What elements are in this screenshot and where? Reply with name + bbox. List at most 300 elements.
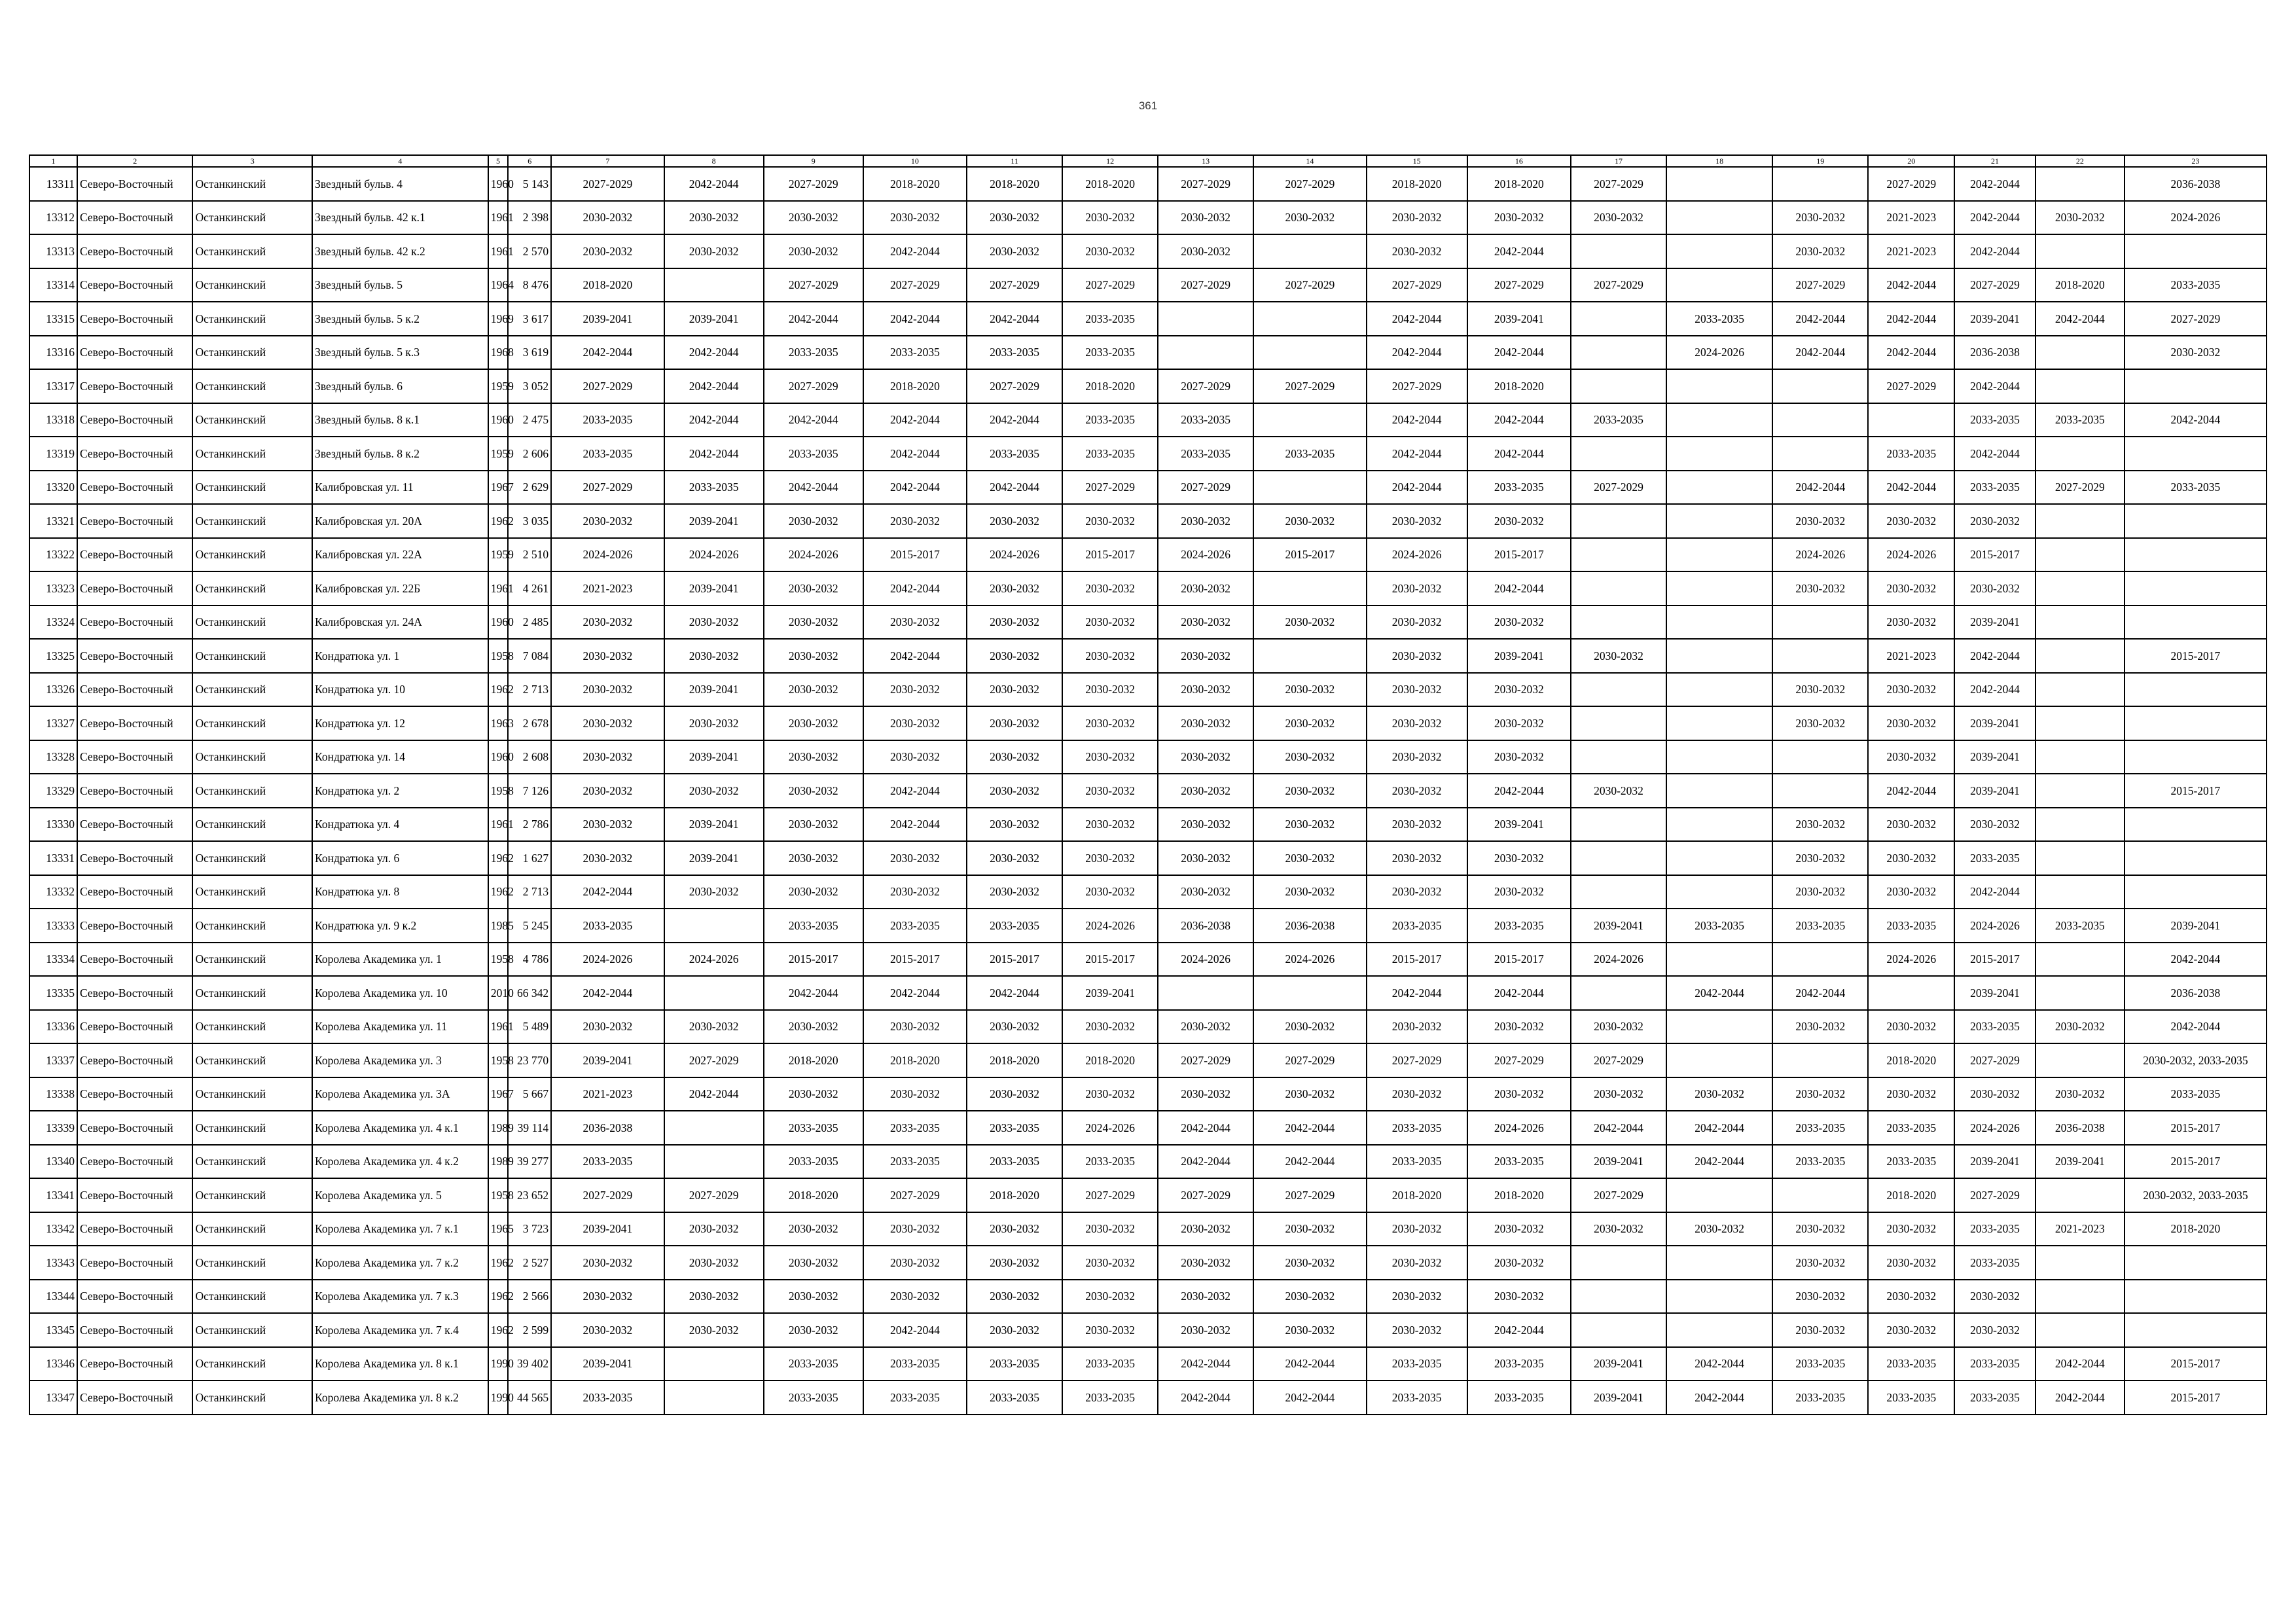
- table-cell-col-22: [2036, 706, 2125, 740]
- table-cell-col-18: [1666, 841, 1772, 875]
- table-cell-col-9: 2030-2032: [764, 504, 863, 538]
- table-cell-col-19: 2030-2032: [1772, 1246, 1868, 1280]
- table-cell-col-4: Королева Академика ул. 3: [312, 1043, 488, 1077]
- table-cell-col-21: 2015-2017: [1954, 538, 2036, 572]
- table-cell-col-20: 2030-2032: [1868, 706, 1954, 740]
- table-cell-col-22: [2036, 774, 2125, 808]
- table-row: [29, 571, 2267, 605]
- table-cell-col-4: Королева Академика ул. 1: [312, 943, 488, 977]
- table-cell-col-10: 2033-2035: [863, 1145, 967, 1179]
- table-row: [29, 639, 2267, 673]
- table-cell-col-8: 2030-2032: [664, 1280, 764, 1314]
- table-row: [29, 673, 2267, 707]
- table-row: [29, 1043, 2267, 1077]
- table-cell-col-20: 2030-2032: [1868, 841, 1954, 875]
- table-cell-col-15: 2033-2035: [1367, 909, 1467, 943]
- table-cell-col-14: 2030-2032: [1253, 1077, 1366, 1111]
- table-cell-col-5: 1961: [488, 808, 508, 842]
- table-cell-col-12: 2030-2032: [1062, 808, 1158, 842]
- page-number: 361: [1138, 99, 1158, 112]
- table-cell-col-4: Королева Академика ул. 5: [312, 1178, 488, 1212]
- table-cell-col-4: Кондратюка ул. 9 к.2: [312, 909, 488, 943]
- table-cell-col-5: 1989: [488, 1111, 508, 1145]
- table-cell-col-19: [1772, 943, 1868, 977]
- table-cell-col-23: 2030-2032, 2033-2035: [2125, 1178, 2267, 1212]
- table-cell-col-16: 2033-2035: [1467, 471, 1571, 505]
- table-cell-col-18: 2042-2044: [1666, 976, 1772, 1010]
- table-cell-col-23: [2125, 437, 2267, 471]
- table-cell-col-9: 2033-2035: [764, 1380, 863, 1415]
- table-cell-col-11: 2030-2032: [967, 1077, 1062, 1111]
- table-cell-col-14: [1253, 571, 1366, 605]
- table-cell-col-1: 13321: [29, 504, 77, 538]
- table-cell-col-7: 2030-2032: [551, 639, 664, 673]
- table-row: [29, 1178, 2267, 1212]
- table-cell-col-8: 2030-2032: [664, 1010, 764, 1044]
- table-cell-col-2: Северо-Восточный: [77, 875, 192, 909]
- table-cell-col-21: 2033-2035: [1954, 1212, 2036, 1246]
- table-cell-col-11: 2030-2032: [967, 706, 1062, 740]
- table-row: [29, 605, 2267, 640]
- table-cell-col-9: 2030-2032: [764, 605, 863, 640]
- table-cell-col-6: 5 245: [508, 909, 551, 943]
- table-cell-col-1: 13320: [29, 471, 77, 505]
- table-cell-col-14: 2024-2026: [1253, 943, 1366, 977]
- table-cell-col-23: 2033-2035: [2125, 471, 2267, 505]
- table-cell-col-6: 2 608: [508, 740, 551, 774]
- table-cell-col-15: 2030-2032: [1367, 875, 1467, 909]
- table-cell-col-15: 2030-2032: [1367, 234, 1467, 268]
- table-row: [29, 437, 2267, 471]
- table-row: [29, 201, 2267, 235]
- table-cell-col-10: 2030-2032: [863, 1010, 967, 1044]
- table-cell-col-13: 2030-2032: [1158, 504, 1253, 538]
- table-cell-col-19: [1772, 605, 1868, 640]
- data-table: [29, 154, 2267, 1415]
- table-cell-col-20: 2030-2032: [1868, 1077, 1954, 1111]
- table-cell-col-20: 2018-2020: [1868, 1043, 1954, 1077]
- table-cell-col-18: [1666, 571, 1772, 605]
- table-cell-col-21: 2042-2044: [1954, 167, 2036, 201]
- table-cell-col-1: 13333: [29, 909, 77, 943]
- table-cell-col-6: 2 475: [508, 403, 551, 437]
- table-cell-col-14: 2030-2032: [1253, 841, 1366, 875]
- table-cell-col-12: 2033-2035: [1062, 1380, 1158, 1415]
- table-cell-col-9: 2030-2032: [764, 1010, 863, 1044]
- column-number-19: 19: [1772, 155, 1868, 167]
- table-cell-col-23: 2042-2044: [2125, 403, 2267, 437]
- table-cell-col-9: 2030-2032: [764, 201, 863, 235]
- table-cell-col-9: 2018-2020: [764, 1043, 863, 1077]
- table-cell-col-15: 2024-2026: [1367, 538, 1467, 572]
- table-cell-col-16: 2030-2032: [1467, 1212, 1571, 1246]
- table-cell-col-3: Останкинский: [192, 1111, 312, 1145]
- column-number-14: 14: [1253, 155, 1366, 167]
- table-cell-col-17: [1571, 504, 1666, 538]
- table-cell-col-9: 2030-2032: [764, 1246, 863, 1280]
- table-cell-col-5: 1969: [488, 302, 508, 336]
- table-cell-col-10: 2033-2035: [863, 1111, 967, 1145]
- table-cell-col-5: 1958: [488, 639, 508, 673]
- table-row: [29, 1145, 2267, 1179]
- table-cell-col-19: 2030-2032: [1772, 1212, 1868, 1246]
- table-cell-col-3: Останкинский: [192, 1347, 312, 1381]
- table-cell-col-12: 2033-2035: [1062, 336, 1158, 370]
- table-cell-col-14: 2030-2032: [1253, 1010, 1366, 1044]
- table-cell-col-20: 2021-2023: [1868, 201, 1954, 235]
- table-cell-col-16: 2030-2032: [1467, 706, 1571, 740]
- table-cell-col-3: Останкинский: [192, 1077, 312, 1111]
- table-cell-col-11: 2024-2026: [967, 538, 1062, 572]
- table-row: [29, 1246, 2267, 1280]
- table-cell-col-17: 2030-2032: [1571, 1212, 1666, 1246]
- table-cell-col-5: 1964: [488, 268, 508, 302]
- table-cell-col-18: [1666, 1246, 1772, 1280]
- table-cell-col-16: 2030-2032: [1467, 1077, 1571, 1111]
- table-cell-col-19: 2030-2032: [1772, 808, 1868, 842]
- table-cell-col-16: 2033-2035: [1467, 1145, 1571, 1179]
- table-cell-col-18: 2042-2044: [1666, 1111, 1772, 1145]
- table-cell-col-13: 2024-2026: [1158, 538, 1253, 572]
- table-cell-col-2: Северо-Восточный: [77, 1313, 192, 1347]
- table-cell-col-8: [664, 1111, 764, 1145]
- table-cell-col-6: 1 627: [508, 841, 551, 875]
- table-cell-col-16: 2030-2032: [1467, 673, 1571, 707]
- table-cell-col-21: 2039-2041: [1954, 706, 2036, 740]
- table-cell-col-3: Останкинский: [192, 437, 312, 471]
- table-cell-col-6: 2 713: [508, 673, 551, 707]
- table-cell-col-9: 2030-2032: [764, 1077, 863, 1111]
- table-cell-col-6: 5 489: [508, 1010, 551, 1044]
- table-cell-col-1: 13317: [29, 369, 77, 403]
- table-cell-col-3: Останкинский: [192, 538, 312, 572]
- table-cell-col-16: 2015-2017: [1467, 538, 1571, 572]
- table-cell-col-16: 2042-2044: [1467, 571, 1571, 605]
- table-cell-col-2: Северо-Восточный: [77, 1010, 192, 1044]
- table-cell-col-21: 2027-2029: [1954, 1043, 2036, 1077]
- column-number-22: 22: [2036, 155, 2125, 167]
- table-cell-col-9: 2030-2032: [764, 875, 863, 909]
- table-cell-col-21: 2030-2032: [1954, 571, 2036, 605]
- table-cell-col-4: Королева Академика ул. 4 к.2: [312, 1145, 488, 1179]
- table-cell-col-18: [1666, 538, 1772, 572]
- table-cell-col-12: 2018-2020: [1062, 369, 1158, 403]
- table-row: [29, 1380, 2267, 1415]
- table-cell-col-18: [1666, 403, 1772, 437]
- table-cell-col-19: 2030-2032: [1772, 1077, 1868, 1111]
- table-cell-col-9: 2042-2044: [764, 302, 863, 336]
- column-number-1: 1: [29, 155, 77, 167]
- table-cell-col-1: 13343: [29, 1246, 77, 1280]
- table-cell-col-6: 2 398: [508, 201, 551, 235]
- table-cell-col-17: 2027-2029: [1571, 471, 1666, 505]
- table-cell-col-7: 2030-2032: [551, 234, 664, 268]
- table-cell-col-23: 2015-2017: [2125, 774, 2267, 808]
- table-cell-col-15: 2030-2032: [1367, 571, 1467, 605]
- table-cell-col-13: 2030-2032: [1158, 639, 1253, 673]
- table-cell-col-13: 2030-2032: [1158, 1313, 1253, 1347]
- table-cell-col-9: 2030-2032: [764, 639, 863, 673]
- table-cell-col-17: [1571, 1246, 1666, 1280]
- table-cell-col-22: [2036, 976, 2125, 1010]
- table-cell-col-6: 3 052: [508, 369, 551, 403]
- table-cell-col-16: 2033-2035: [1467, 1380, 1571, 1415]
- column-number-9: 9: [764, 155, 863, 167]
- table-cell-col-21: 2042-2044: [1954, 875, 2036, 909]
- table-cell-col-5: 1958: [488, 943, 508, 977]
- table-cell-col-10: 2027-2029: [863, 1178, 967, 1212]
- table-cell-col-16: 2027-2029: [1467, 1043, 1571, 1077]
- table-cell-col-13: 2030-2032: [1158, 1280, 1253, 1314]
- table-cell-col-12: 2039-2041: [1062, 976, 1158, 1010]
- table-cell-col-7: 2039-2041: [551, 1347, 664, 1381]
- table-cell-col-23: 2024-2026: [2125, 201, 2267, 235]
- table-cell-col-8: 2042-2044: [664, 336, 764, 370]
- table-cell-col-10: 2018-2020: [863, 167, 967, 201]
- table-cell-col-22: [2036, 437, 2125, 471]
- table-cell-col-15: 2030-2032: [1367, 673, 1467, 707]
- table-cell-col-13: 2033-2035: [1158, 403, 1253, 437]
- table-cell-col-22: [2036, 1280, 2125, 1314]
- table-cell-col-6: 66 342: [508, 976, 551, 1010]
- table-cell-col-20: 2030-2032: [1868, 1010, 1954, 1044]
- table-cell-col-6: 39 277: [508, 1145, 551, 1179]
- table-cell-col-14: 2030-2032: [1253, 201, 1366, 235]
- table-body: [29, 167, 2267, 1415]
- column-number-header-row: [29, 155, 2267, 167]
- table-cell-col-20: 2033-2035: [1868, 1111, 1954, 1145]
- column-number-20: 20: [1868, 155, 1954, 167]
- table-cell-col-11: 2042-2044: [967, 403, 1062, 437]
- table-cell-col-17: [1571, 673, 1666, 707]
- table-cell-col-21: 2015-2017: [1954, 943, 2036, 977]
- table-cell-col-9: 2042-2044: [764, 403, 863, 437]
- table-cell-col-2: Северо-Восточный: [77, 167, 192, 201]
- table-cell-col-8: [664, 976, 764, 1010]
- table-cell-col-14: 2030-2032: [1253, 875, 1366, 909]
- table-cell-col-19: 2030-2032: [1772, 504, 1868, 538]
- table-cell-col-3: Останкинский: [192, 234, 312, 268]
- table-cell-col-7: 2027-2029: [551, 1178, 664, 1212]
- table-cell-col-5: 1990: [488, 1347, 508, 1381]
- table-cell-col-15: 2030-2032: [1367, 1280, 1467, 1314]
- table-cell-col-11: 2030-2032: [967, 639, 1062, 673]
- table-cell-col-18: [1666, 808, 1772, 842]
- table-cell-col-6: 3 035: [508, 504, 551, 538]
- table-cell-col-19: 2030-2032: [1772, 1010, 1868, 1044]
- table-cell-col-2: Северо-Восточный: [77, 571, 192, 605]
- table-cell-col-18: 2024-2026: [1666, 336, 1772, 370]
- table-cell-col-12: 2024-2026: [1062, 909, 1158, 943]
- table-cell-col-22: [2036, 605, 2125, 640]
- column-number-5: 5: [488, 155, 508, 167]
- table-cell-col-17: 2039-2041: [1571, 1347, 1666, 1381]
- table-cell-col-19: 2024-2026: [1772, 538, 1868, 572]
- table-cell-col-17: 2030-2032: [1571, 1077, 1666, 1111]
- table-cell-col-23: 2015-2017: [2125, 1347, 2267, 1381]
- table-cell-col-8: 2027-2029: [664, 1178, 764, 1212]
- table-cell-col-22: 2042-2044: [2036, 1347, 2125, 1381]
- table-cell-col-1: 13340: [29, 1145, 77, 1179]
- table-cell-col-4: Королева Академика ул. 11: [312, 1010, 488, 1044]
- table-cell-col-7: 2033-2035: [551, 403, 664, 437]
- table-cell-col-11: 2042-2044: [967, 471, 1062, 505]
- table-cell-col-14: [1253, 976, 1366, 1010]
- table-cell-col-18: [1666, 605, 1772, 640]
- table-cell-col-6: 3 617: [508, 302, 551, 336]
- table-cell-col-10: 2042-2044: [863, 1313, 967, 1347]
- table-cell-col-4: Звездный бульв. 42 к.1: [312, 201, 488, 235]
- table-cell-col-16: 2015-2017: [1467, 943, 1571, 977]
- table-cell-col-15: 2030-2032: [1367, 774, 1467, 808]
- table-cell-col-12: 2030-2032: [1062, 673, 1158, 707]
- table-cell-col-18: [1666, 504, 1772, 538]
- table-cell-col-13: 2030-2032: [1158, 1077, 1253, 1111]
- table-cell-col-21: 2039-2041: [1954, 740, 2036, 774]
- table-cell-col-10: 2030-2032: [863, 1212, 967, 1246]
- table-cell-col-2: Северо-Восточный: [77, 943, 192, 977]
- table-cell-col-9: 2027-2029: [764, 268, 863, 302]
- table-cell-col-18: [1666, 369, 1772, 403]
- table-cell-col-13: 2030-2032: [1158, 841, 1253, 875]
- table-cell-col-7: 2027-2029: [551, 167, 664, 201]
- table-cell-col-5: 1962: [488, 875, 508, 909]
- table-cell-col-11: 2018-2020: [967, 1178, 1062, 1212]
- table-cell-col-16: 2024-2026: [1467, 1111, 1571, 1145]
- table-cell-col-15: 2027-2029: [1367, 1043, 1467, 1077]
- table-cell-col-20: 2024-2026: [1868, 943, 1954, 977]
- table-cell-col-2: Северо-Восточный: [77, 740, 192, 774]
- table-cell-col-18: [1666, 1010, 1772, 1044]
- table-cell-col-9: 2030-2032: [764, 706, 863, 740]
- table-cell-col-17: [1571, 369, 1666, 403]
- table-cell-col-11: 2030-2032: [967, 1280, 1062, 1314]
- table-cell-col-22: 2027-2029: [2036, 471, 2125, 505]
- table-cell-col-8: 2030-2032: [664, 706, 764, 740]
- table-cell-col-5: 1961: [488, 1010, 508, 1044]
- table-cell-col-11: 2030-2032: [967, 201, 1062, 235]
- table-cell-col-19: 2030-2032: [1772, 234, 1868, 268]
- table-row: [29, 471, 2267, 505]
- table-cell-col-2: Северо-Восточный: [77, 1246, 192, 1280]
- table-cell-col-2: Северо-Восточный: [77, 1178, 192, 1212]
- table-cell-col-23: 2039-2041: [2125, 909, 2267, 943]
- table-cell-col-12: 2015-2017: [1062, 538, 1158, 572]
- table-cell-col-19: 2042-2044: [1772, 336, 1868, 370]
- table-cell-col-3: Останкинский: [192, 268, 312, 302]
- table-cell-col-23: 2030-2032: [2125, 336, 2267, 370]
- table-cell-col-13: 2042-2044: [1158, 1380, 1253, 1415]
- table-cell-col-23: 2030-2032, 2033-2035: [2125, 1043, 2267, 1077]
- table-cell-col-1: 13322: [29, 538, 77, 572]
- table-cell-col-6: 23 770: [508, 1043, 551, 1077]
- table-cell-col-20: 2042-2044: [1868, 336, 1954, 370]
- table-cell-col-14: [1253, 302, 1366, 336]
- table-cell-col-11: 2018-2020: [967, 167, 1062, 201]
- table-cell-col-3: Останкинский: [192, 167, 312, 201]
- column-number-13: 13: [1158, 155, 1253, 167]
- table-cell-col-13: 2030-2032: [1158, 740, 1253, 774]
- table-cell-col-16: 2030-2032: [1467, 875, 1571, 909]
- table-cell-col-20: [1868, 403, 1954, 437]
- table-cell-col-2: Северо-Восточный: [77, 201, 192, 235]
- table-cell-col-12: 2030-2032: [1062, 571, 1158, 605]
- table-cell-col-23: 2033-2035: [2125, 268, 2267, 302]
- table-cell-col-1: 13318: [29, 403, 77, 437]
- table-cell-col-5: 2010: [488, 976, 508, 1010]
- table-cell-col-7: 2033-2035: [551, 909, 664, 943]
- table-cell-col-3: Останкинский: [192, 403, 312, 437]
- table-cell-col-14: 2036-2038: [1253, 909, 1366, 943]
- table-cell-col-2: Северо-Восточный: [77, 1280, 192, 1314]
- table-cell-col-15: 2030-2032: [1367, 706, 1467, 740]
- table-cell-col-3: Останкинский: [192, 875, 312, 909]
- table-cell-col-21: 2033-2035: [1954, 1347, 2036, 1381]
- table-cell-col-22: [2036, 167, 2125, 201]
- table-cell-col-12: 2030-2032: [1062, 504, 1158, 538]
- table-cell-col-8: 2042-2044: [664, 167, 764, 201]
- table-cell-col-22: [2036, 943, 2125, 977]
- table-cell-col-8: 2030-2032: [664, 201, 764, 235]
- table-cell-col-21: 2030-2032: [1954, 504, 2036, 538]
- table-cell-col-7: 2036-2038: [551, 1111, 664, 1145]
- table-cell-col-18: [1666, 1280, 1772, 1314]
- table-cell-col-10: 2042-2044: [863, 639, 967, 673]
- table-cell-col-14: 2042-2044: [1253, 1145, 1366, 1179]
- table-cell-col-9: 2030-2032: [764, 774, 863, 808]
- table-cell-col-2: Северо-Восточный: [77, 302, 192, 336]
- table-cell-col-13: 2030-2032: [1158, 234, 1253, 268]
- table-cell-col-8: 2030-2032: [664, 639, 764, 673]
- table-cell-col-1: 13328: [29, 740, 77, 774]
- table-cell-col-19: 2030-2032: [1772, 201, 1868, 235]
- table-cell-col-10: 2042-2044: [863, 403, 967, 437]
- column-number-11: 11: [967, 155, 1062, 167]
- table-cell-col-20: [1868, 976, 1954, 1010]
- table-cell-col-20: 2027-2029: [1868, 167, 1954, 201]
- table-cell-col-1: 13311: [29, 167, 77, 201]
- table-cell-col-18: [1666, 234, 1772, 268]
- table-cell-col-2: Северо-Восточный: [77, 673, 192, 707]
- table-cell-col-7: 2024-2026: [551, 943, 664, 977]
- table-cell-col-10: 2018-2020: [863, 369, 967, 403]
- table-cell-col-5: 1967: [488, 1077, 508, 1111]
- table-cell-col-4: Калибровская ул. 24А: [312, 605, 488, 640]
- table-cell-col-11: 2030-2032: [967, 1313, 1062, 1347]
- table-cell-col-17: [1571, 841, 1666, 875]
- table-cell-col-1: 13341: [29, 1178, 77, 1212]
- table-row: [29, 808, 2267, 842]
- table-cell-col-22: [2036, 336, 2125, 370]
- column-number-10: 10: [863, 155, 967, 167]
- table-cell-col-3: Останкинский: [192, 943, 312, 977]
- table-cell-col-9: 2030-2032: [764, 234, 863, 268]
- table-cell-col-8: 2030-2032: [664, 1212, 764, 1246]
- table-cell-col-22: [2036, 538, 2125, 572]
- table-cell-col-16: 2039-2041: [1467, 639, 1571, 673]
- table-cell-col-12: 2027-2029: [1062, 471, 1158, 505]
- table-cell-col-7: 2042-2044: [551, 336, 664, 370]
- table-cell-col-18: [1666, 1313, 1772, 1347]
- table-cell-col-23: [2125, 841, 2267, 875]
- table-cell-col-23: [2125, 369, 2267, 403]
- table-cell-col-1: 13336: [29, 1010, 77, 1044]
- table-row: [29, 1010, 2267, 1044]
- table-cell-col-21: 2030-2032: [1954, 808, 2036, 842]
- table-cell-col-1: 13323: [29, 571, 77, 605]
- table-cell-col-4: Кондратюка ул. 4: [312, 808, 488, 842]
- table-cell-col-2: Северо-Восточный: [77, 538, 192, 572]
